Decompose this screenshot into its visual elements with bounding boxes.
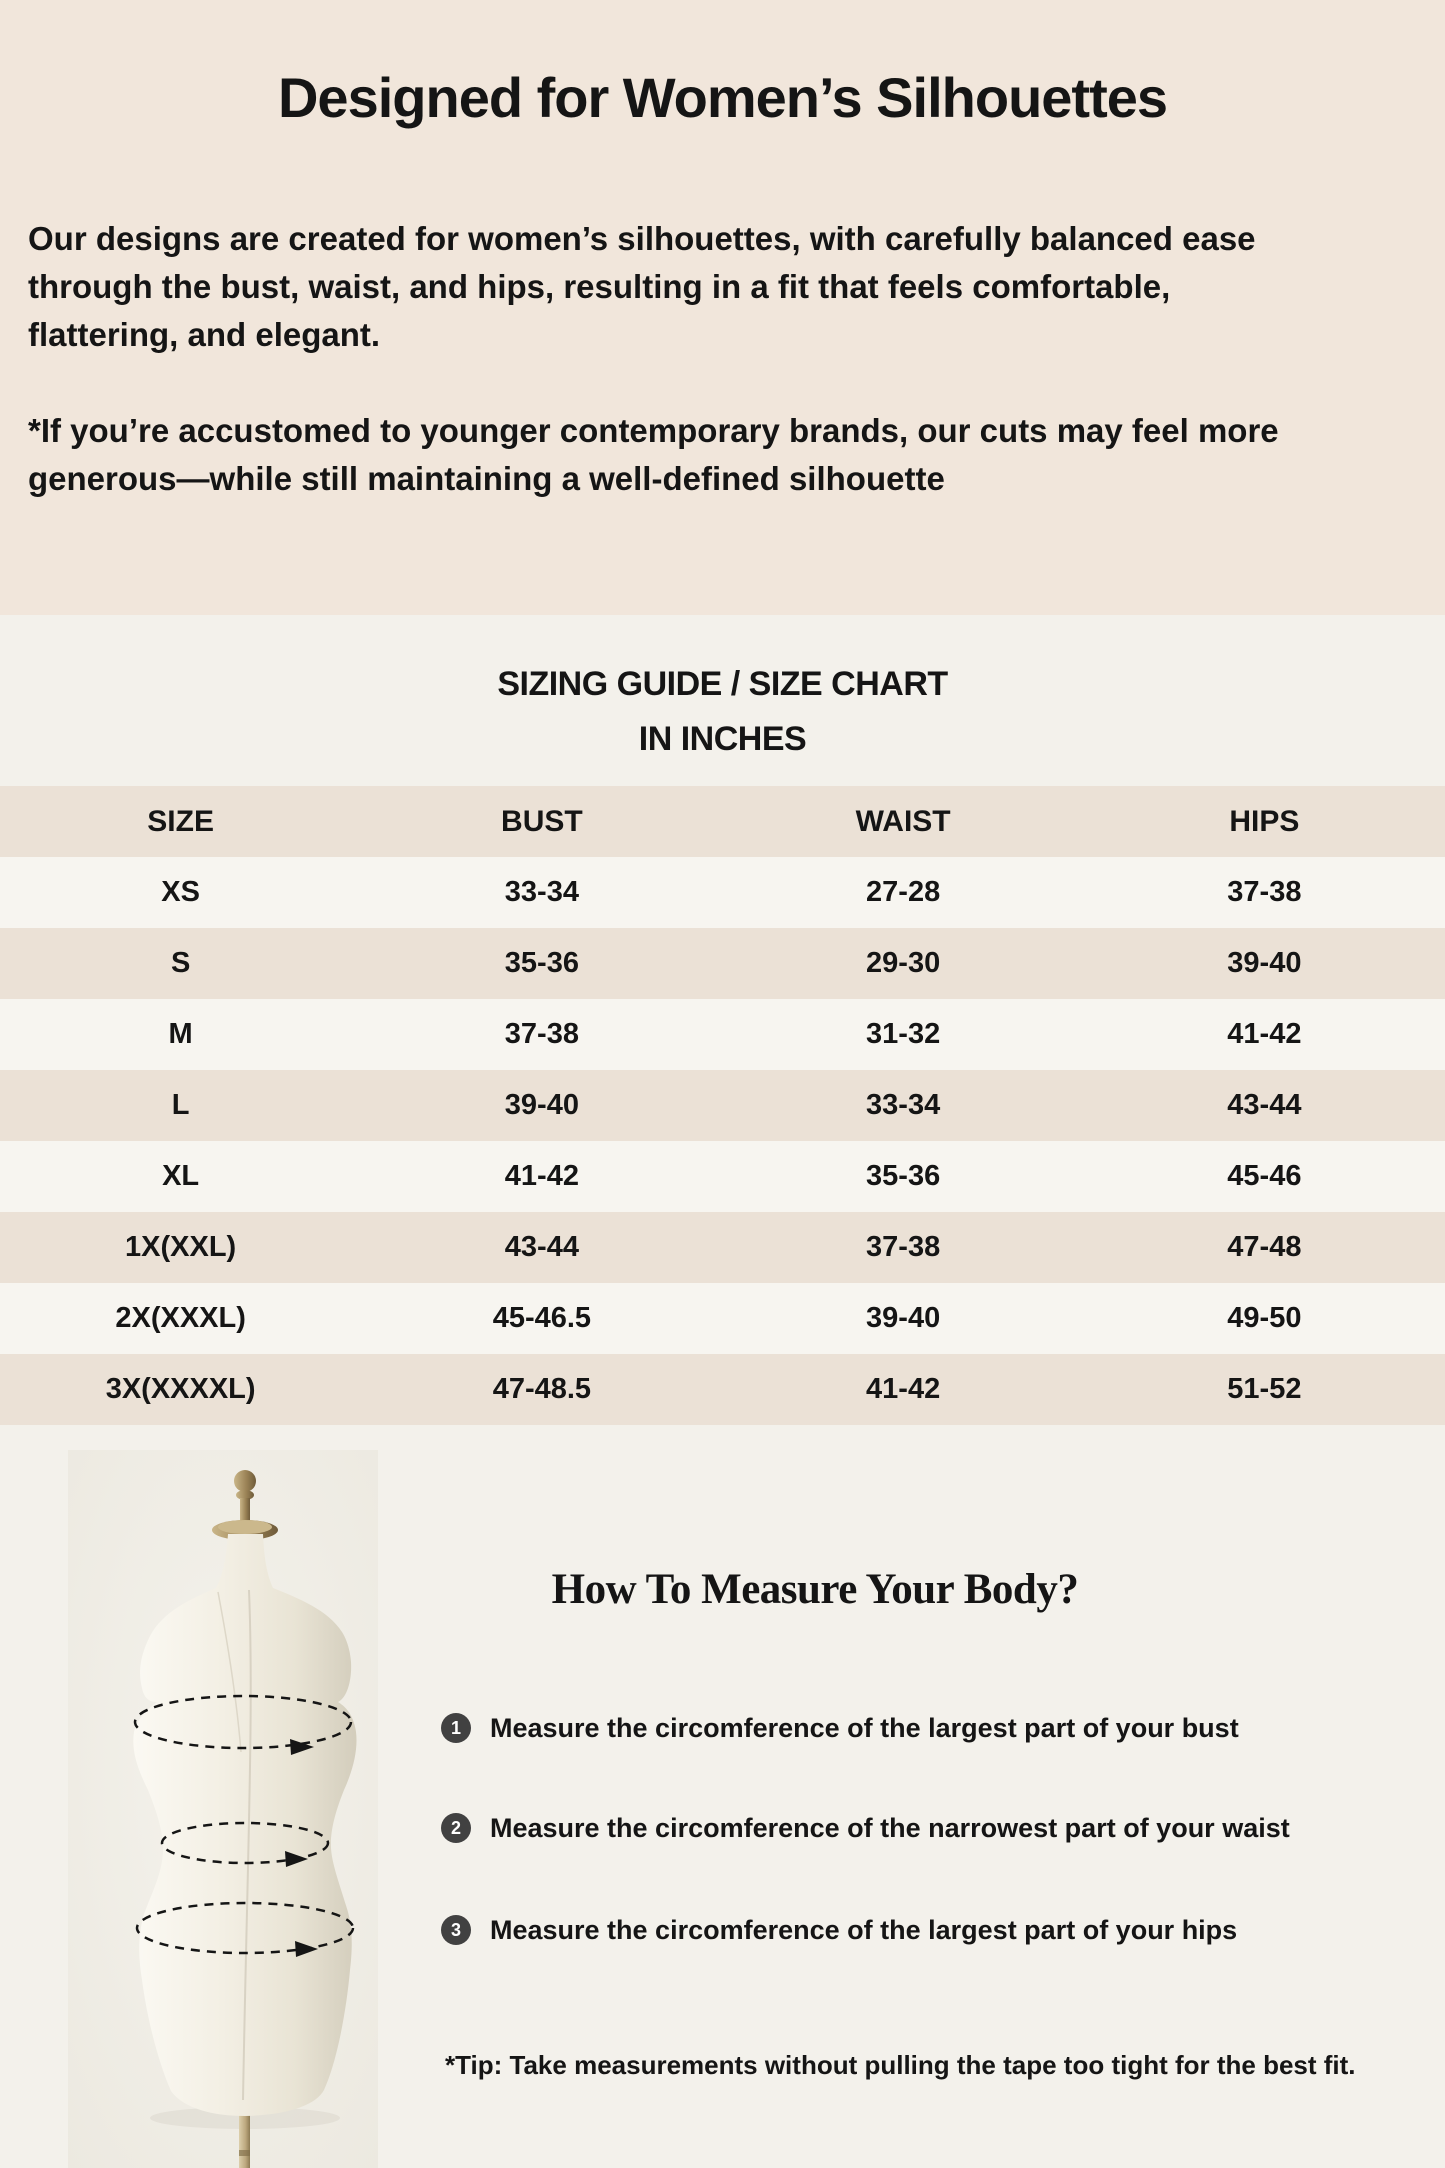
hero-paragraph-1-line: flattering, and elegant.	[28, 316, 381, 353]
hips-cell: 43-44	[1227, 1089, 1302, 1121]
step-3-text: Measure the circomference of the largest part of your hips	[490, 1914, 1238, 1945]
hips-cell: 45-46	[1227, 1160, 1302, 1192]
table-row	[0, 1141, 1445, 1212]
waist-cell: 41-42	[866, 1373, 941, 1405]
size-cell: 2X(XXXL)	[115, 1302, 246, 1334]
table-header-row	[0, 786, 1445, 857]
step-2-text: Measure the circomference of the narrowest part of your waist	[490, 1812, 1290, 1843]
column-header-hips: HIPS	[1229, 804, 1300, 838]
bust-cell: 43-44	[504, 1231, 579, 1263]
bust-cell: 37-38	[504, 1018, 579, 1050]
table-row	[0, 857, 1445, 928]
hips-cell: 47-48	[1227, 1231, 1302, 1263]
how-to-measure-section	[0, 1425, 1445, 2168]
size-cell: 3X(XXXXL)	[105, 1373, 256, 1405]
measure-step-3	[441, 1910, 1237, 1950]
bust-cell: 41-42	[504, 1160, 579, 1192]
size-chart-section	[0, 615, 1445, 1425]
waist-cell: 33-34	[866, 1089, 941, 1121]
table-row	[0, 1070, 1445, 1141]
size-cell: M	[168, 1018, 193, 1050]
hips-cell: 51-52	[1227, 1373, 1302, 1405]
waist-cell: 27-28	[866, 876, 941, 908]
waist-cell: 39-40	[866, 1302, 941, 1334]
size-chart-subheading: IN INCHES	[638, 720, 807, 758]
hero-paragraph-2-line: *If you’re accustomed to younger contemporary brands, our cuts may feel more	[28, 412, 1279, 449]
table-row	[0, 928, 1445, 999]
hips-cell: 41-42	[1227, 1018, 1302, 1050]
size-chart-heading: SIZING GUIDE / SIZE CHART	[497, 665, 948, 703]
column-header-bust: BUST	[501, 804, 583, 838]
column-header-size: SIZE	[147, 804, 214, 838]
bust-cell: 47-48.5	[492, 1373, 592, 1405]
step-1-text: Measure the circomference of the largest part of your bust	[490, 1712, 1239, 1743]
waist-cell: 31-32	[866, 1018, 941, 1050]
hips-cell: 39-40	[1227, 947, 1302, 979]
hero-paragraph-1	[28, 215, 1417, 359]
waist-cell: 29-30	[866, 947, 941, 979]
size-cell: XS	[161, 876, 200, 908]
hips-cell: 37-38	[1227, 876, 1302, 908]
measure-step-1	[441, 1708, 1239, 1748]
column-header-waist: WAIST	[855, 804, 951, 838]
waist-cell: 35-36	[866, 1160, 941, 1192]
size-cell: S	[170, 947, 191, 979]
bust-cell: 39-40	[504, 1089, 579, 1121]
size-cell: XL	[162, 1160, 200, 1192]
hero-paragraph-1-line: through the bust, waist, and hips, resulting in a fit that feels comfortable,	[28, 268, 1171, 305]
hero-paragraph-2-line: generous—while still maintaining a well-defined silhouette	[28, 460, 945, 497]
page-title: Designed for Women’s Silhouettes	[277, 66, 1168, 129]
table-row	[0, 999, 1445, 1070]
hero-paragraph-1-line: Our designs are created for women’s silhouettes, with carefully balanced ease	[28, 220, 1256, 257]
table-row	[0, 1283, 1445, 1354]
table-row	[0, 1212, 1445, 1283]
size-cell: L	[171, 1089, 190, 1121]
step-3-badge: 3	[441, 1915, 471, 1945]
measure-heading: How To Measure Your Body?	[551, 1566, 1079, 1613]
table-row	[0, 1354, 1445, 1425]
measure-step-2	[441, 1808, 1290, 1848]
bust-cell: 33-34	[504, 876, 579, 908]
mannequin-image	[68, 1450, 378, 2168]
size-cell: 1X(XXL)	[125, 1231, 237, 1263]
hips-cell: 49-50	[1227, 1302, 1302, 1334]
waist-cell: 37-38	[866, 1231, 941, 1263]
hero-section	[0, 0, 1445, 615]
measure-tip: *Tip: Take measurements without pulling the tape too tight for the best fit.	[445, 2050, 1356, 2080]
bust-cell: 45-46.5	[492, 1302, 592, 1334]
size-chart-table	[0, 786, 1445, 1425]
hero-paragraph-2	[28, 407, 1417, 503]
mannequin-torso	[133, 1534, 356, 2116]
bust-cell: 35-36	[504, 947, 579, 979]
step-2-badge: 2	[441, 1813, 471, 1843]
step-1-badge: 1	[441, 1713, 471, 1743]
